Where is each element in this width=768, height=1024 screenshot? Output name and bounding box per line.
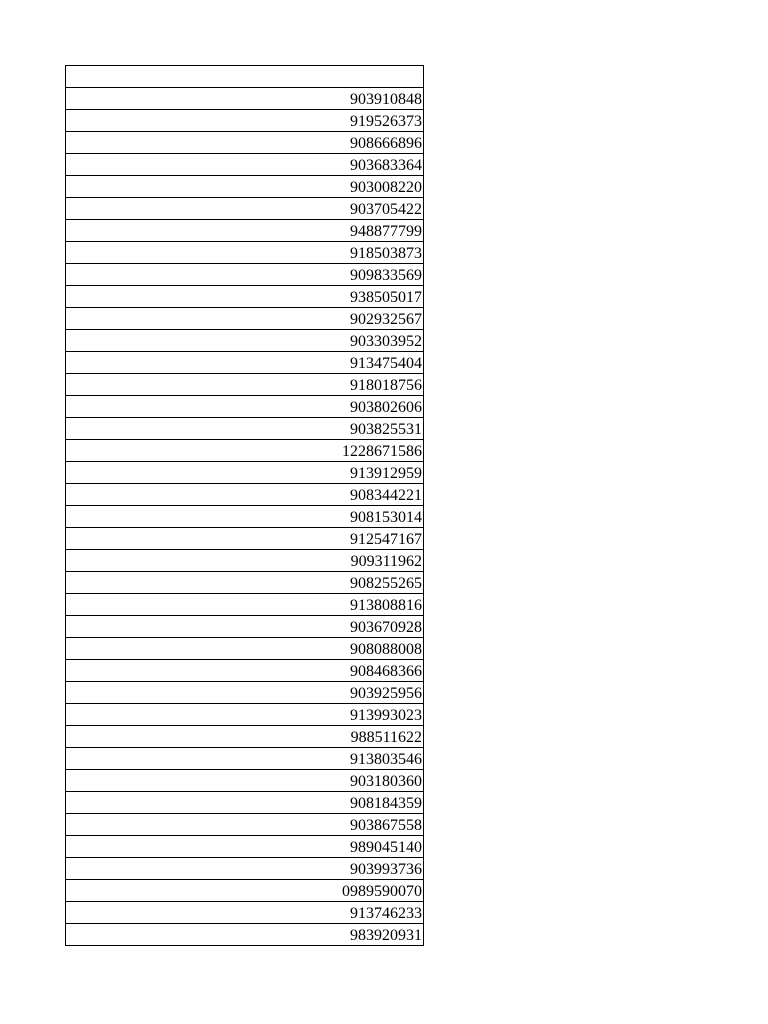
phone-number-cell: 913746233 <box>66 902 424 924</box>
table-row <box>66 858 424 880</box>
phone-number-cell: 903825531 <box>66 418 424 440</box>
header-row <box>66 66 424 88</box>
table-row <box>66 660 424 682</box>
phone-number-cell: 903910848 <box>66 88 424 110</box>
phone-number-cell: 903683364 <box>66 154 424 176</box>
phone-number-cell: 908468366 <box>66 660 424 682</box>
phone-number-cell: 903925956 <box>66 682 424 704</box>
table-row <box>66 352 424 374</box>
table-row <box>66 264 424 286</box>
table-row <box>66 902 424 924</box>
phone-number-cell: 989045140 <box>66 836 424 858</box>
phone-number-cell: 908153014 <box>66 506 424 528</box>
table-row <box>66 154 424 176</box>
phone-number-cell: 0989590070 <box>66 880 424 902</box>
table-row <box>66 484 424 506</box>
table-row <box>66 880 424 902</box>
table-row <box>66 242 424 264</box>
table-row <box>66 374 424 396</box>
phone-number-cell: 903670928 <box>66 616 424 638</box>
table-row <box>66 792 424 814</box>
table-row <box>66 770 424 792</box>
phone-number-cell: 913993023 <box>66 704 424 726</box>
phone-number-cell: 908344221 <box>66 484 424 506</box>
phone-number-table <box>65 65 424 946</box>
table-row <box>66 330 424 352</box>
phone-number-cell: 903303952 <box>66 330 424 352</box>
phone-number-cell: 909833569 <box>66 264 424 286</box>
header-cell <box>66 66 424 88</box>
table-row <box>66 704 424 726</box>
table-row <box>66 550 424 572</box>
phone-number-cell: 903993736 <box>66 858 424 880</box>
phone-number-cell: 903008220 <box>66 176 424 198</box>
phone-number-cell: 912547167 <box>66 528 424 550</box>
table-row <box>66 924 424 946</box>
table-row <box>66 594 424 616</box>
table-row <box>66 198 424 220</box>
phone-number-cell: 938505017 <box>66 286 424 308</box>
phone-number-cell: 903867558 <box>66 814 424 836</box>
phone-number-cell: 903180360 <box>66 770 424 792</box>
phone-number-cell: 919526373 <box>66 110 424 132</box>
table-row <box>66 572 424 594</box>
table-row <box>66 682 424 704</box>
phone-number-cell: 913475404 <box>66 352 424 374</box>
phone-number-cell: 988511622 <box>66 726 424 748</box>
table-row <box>66 814 424 836</box>
phone-number-cell: 902932567 <box>66 308 424 330</box>
table-row <box>66 132 424 154</box>
phone-number-cell: 908255265 <box>66 572 424 594</box>
table-row <box>66 286 424 308</box>
phone-number-cell: 908184359 <box>66 792 424 814</box>
table-row <box>66 748 424 770</box>
table-row <box>66 836 424 858</box>
phone-number-cell: 903802606 <box>66 396 424 418</box>
phone-number-cell: 983920931 <box>66 924 424 946</box>
phone-number-cell: 918018756 <box>66 374 424 396</box>
table-body <box>66 66 424 946</box>
table-row <box>66 638 424 660</box>
table-row <box>66 110 424 132</box>
phone-number-cell: 913808816 <box>66 594 424 616</box>
table-row <box>66 308 424 330</box>
phone-number-cell: 918503873 <box>66 242 424 264</box>
table-row <box>66 726 424 748</box>
table-row <box>66 88 424 110</box>
table-row <box>66 396 424 418</box>
phone-number-cell: 1228671586 <box>66 440 424 462</box>
phone-number-cell: 948877799 <box>66 220 424 242</box>
table-row <box>66 616 424 638</box>
table-row <box>66 528 424 550</box>
phone-number-cell: 908666896 <box>66 132 424 154</box>
phone-number-cell: 909311962 <box>66 550 424 572</box>
table-row <box>66 462 424 484</box>
phone-number-cell: 913912959 <box>66 462 424 484</box>
phone-number-cell: 908088008 <box>66 638 424 660</box>
table-row <box>66 220 424 242</box>
table-row <box>66 506 424 528</box>
phone-number-cell: 903705422 <box>66 198 424 220</box>
phone-number-cell: 913803546 <box>66 748 424 770</box>
table-row <box>66 440 424 462</box>
table-row <box>66 418 424 440</box>
table-row <box>66 176 424 198</box>
